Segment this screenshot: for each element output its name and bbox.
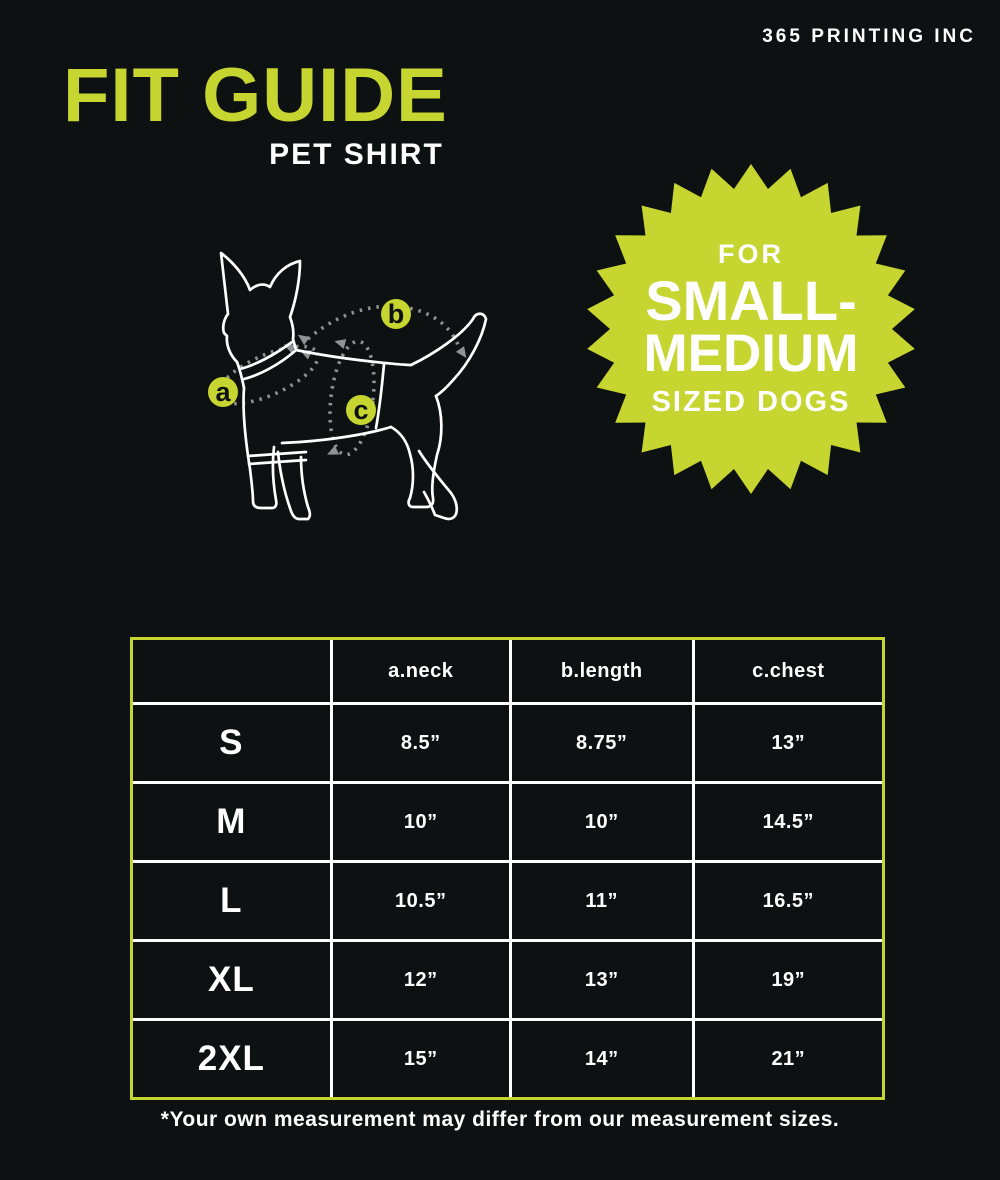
marker-b-label: b: [387, 299, 405, 329]
starburst-text: [584, 162, 918, 496]
marker-c-label: c: [353, 395, 369, 425]
dog-diagram-svg: [180, 238, 525, 550]
starburst-badge: [584, 162, 918, 496]
table-cell-neck: 10.5”: [333, 863, 509, 939]
size-chart-table: [130, 637, 885, 1100]
table-cell-chest: 16.5”: [695, 863, 882, 939]
table-header-neck: a.neck: [333, 640, 509, 702]
marker-c: [346, 395, 376, 425]
table-cell-length: 8.75”: [512, 705, 692, 781]
table-size-label: M: [133, 784, 330, 860]
marker-a-label: a: [215, 377, 231, 407]
page-title: FIT GUIDE: [63, 53, 448, 138]
arrowhead-icon: [333, 336, 346, 349]
table-cell-neck: 10”: [333, 784, 509, 860]
badge-line-medium: MEDIUM: [643, 324, 859, 383]
dog-measurement-diagram: [180, 238, 525, 550]
badge-line-small: SMALL-: [645, 269, 857, 332]
table-cell-chest: 13”: [695, 705, 882, 781]
table-cell-neck: 12”: [333, 942, 509, 1018]
table-size-label: XL: [133, 942, 330, 1018]
table-size-label: L: [133, 863, 330, 939]
title-block: [63, 53, 448, 172]
table-cell-chest: 14.5”: [695, 784, 882, 860]
table-size-label: 2XL: [133, 1021, 330, 1097]
marker-b: [381, 299, 411, 329]
arrowhead-icon: [325, 445, 339, 459]
dog-outline: [221, 253, 486, 519]
measurement-disclaimer: *Your own measurement may differ from our measurement sizes.: [160, 1108, 840, 1131]
badge-line-for: FOR: [718, 239, 784, 269]
table-cell-length: 11”: [512, 863, 692, 939]
table-cell-neck: 15”: [333, 1021, 509, 1097]
table-size-label: S: [133, 705, 330, 781]
badge-line-sized-dogs: SIZED DOGS: [651, 386, 851, 418]
arrowhead-icon: [295, 331, 310, 346]
table-cell-neck: 8.5”: [333, 705, 509, 781]
table-header-length: b.length: [512, 640, 692, 702]
table-header-size: [133, 640, 330, 702]
table-cell-chest: 21”: [695, 1021, 882, 1097]
table-cell-length: 14”: [512, 1021, 692, 1097]
page-subtitle: PET SHIRT: [269, 138, 444, 171]
table-header-chest: c.chest: [695, 640, 882, 702]
brand-name: 365 PRINTING INC: [762, 26, 976, 47]
marker-a: [208, 377, 238, 407]
table-cell-length: 13”: [512, 942, 692, 1018]
table-cell-length: 10”: [512, 784, 692, 860]
table-cell-chest: 19”: [695, 942, 882, 1018]
